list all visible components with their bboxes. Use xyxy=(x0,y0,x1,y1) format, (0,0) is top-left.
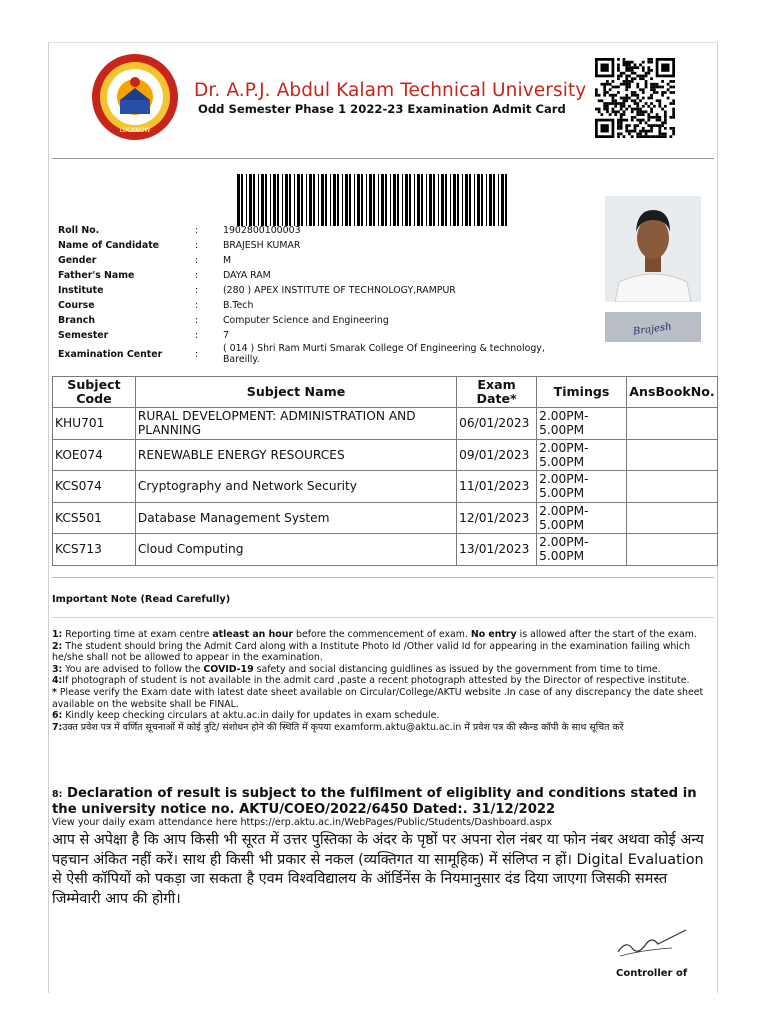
col-ansbook: AnsBookNo. xyxy=(626,377,717,408)
col-exam-date: Exam Date* xyxy=(457,377,537,408)
controller-label: Controller of xyxy=(616,968,688,979)
candidate-signature xyxy=(605,312,701,342)
note-6: 6: Kindly keep checking circulars at aktu.ac.in daily for updates in exam schedule. xyxy=(52,710,440,722)
table-row: KHU701 RURAL DEVELOPMENT: ADMINISTRATION AND PLANNING 06/01/2023 2.00PM-5.00PM xyxy=(53,408,718,440)
candidate-photo xyxy=(605,196,701,302)
note-2: 2: The student should bring the Admit Card along with a Institute Photo Id /Other valid Id for appearing in the examination failing which he/she shall not be allowed to appear in the examination. xyxy=(52,640,691,664)
table-row: KCS501 Database Management System 12/01/2023 2.00PM-5.00PM xyxy=(53,502,718,534)
important-notes xyxy=(52,629,716,733)
attendance-link-text: View your daily exam attendance here https://erp.aktu.ac.in/WebPages/Public/Students/Dashboard.aspx xyxy=(52,817,553,828)
note-1: 1: Reporting time at exam centre atleast an hour before the commencement of exam. No entry is allowed after the start of the exam. xyxy=(52,629,697,640)
note-7: 7:उक्त प्रवेश पत्र में वर्णित सूचनाओं में कोई त्रुटि/ संशोधन होने की स्थिति में कृपया examform.aktu@aktu.ac.in में प्रवेश पत्र की स्कैन्ड कॉपी के साथ सूचित करें xyxy=(52,721,624,733)
exam-title: Odd Semester Phase 1 2022-23 Examination Admit Card xyxy=(198,102,566,116)
notes-title: Important Note (Read Carefully) xyxy=(52,594,231,605)
col-subject-name: Subject Name xyxy=(135,377,456,408)
table-row: KCS713 Cloud Computing 13/01/2023 2.00PM-5.00PM xyxy=(53,534,718,566)
notes-divider xyxy=(52,617,714,618)
table-row: KCS074 Cryptography and Network Security 11/01/2023 2.00PM-5.00PM xyxy=(53,471,718,503)
note-5: * Please verify the Exam date with latest date sheet available on Circular/College/AKTU website .In case of any discrepancy the date sheet available on the website shall be FINAL. xyxy=(52,686,704,710)
university-logo xyxy=(90,52,180,142)
note-3: 3: You are advised to follow the COVID-19 safety and social distancing guidlines as issued by the government from time to time. xyxy=(52,663,661,675)
hindi-instruction: आप से अपेक्षा है कि आप किसी भी सूरत में उत्तर पुस्तिका के अंदर के पृष्ठों पर अपना रोल नंबर या फोन नंबर अथवा कोई अन्य पहचान अंकित नहीं करें। साथ ही किसी भी प्रकार से नकल (व्यक्तिगत या सामूहिक) में संलिप्त न हों। Digital Evaluation से ऐसी कॉपियों को पकड़ा जा सकता है एवम विश्वविद्यालय के ऑर्डिनेंस के नियमानुसार दंड दिया जाएगा जिसकी समस्त जिम्मेवारी आप की होगी। xyxy=(52,832,704,907)
signature-text: Brajesh xyxy=(632,321,673,338)
table-row: KOE074 RENEWABLE ENERGY RESOURCES 09/01/2023 2.00PM-5.00PM xyxy=(53,439,718,471)
note-4: 4:If photograph of student is not available in the admit card ,paste a recent photograph attested by the Director of respective institute. xyxy=(52,675,690,687)
declaration-note: 8: Declaration of result is subject to the fulfilment of eligiblity and conditions stated in the university notice no. AKTU/COEO/2022/6450 Dated:. 31/12/2022 xyxy=(52,786,697,817)
controller-signature xyxy=(612,922,692,962)
table-header-row xyxy=(53,377,718,408)
barcode-icon xyxy=(237,174,511,226)
subject-table xyxy=(52,376,718,566)
logo-text: LUCKNOW xyxy=(119,127,151,134)
table-divider xyxy=(52,577,714,578)
header-divider xyxy=(52,158,714,159)
col-timings: Timings xyxy=(537,377,627,408)
qr-code-icon xyxy=(591,58,679,138)
col-subject-code: Subject Code xyxy=(53,377,136,408)
university-name: Dr. A.P.J. Abdul Kalam Technical University xyxy=(194,80,587,101)
